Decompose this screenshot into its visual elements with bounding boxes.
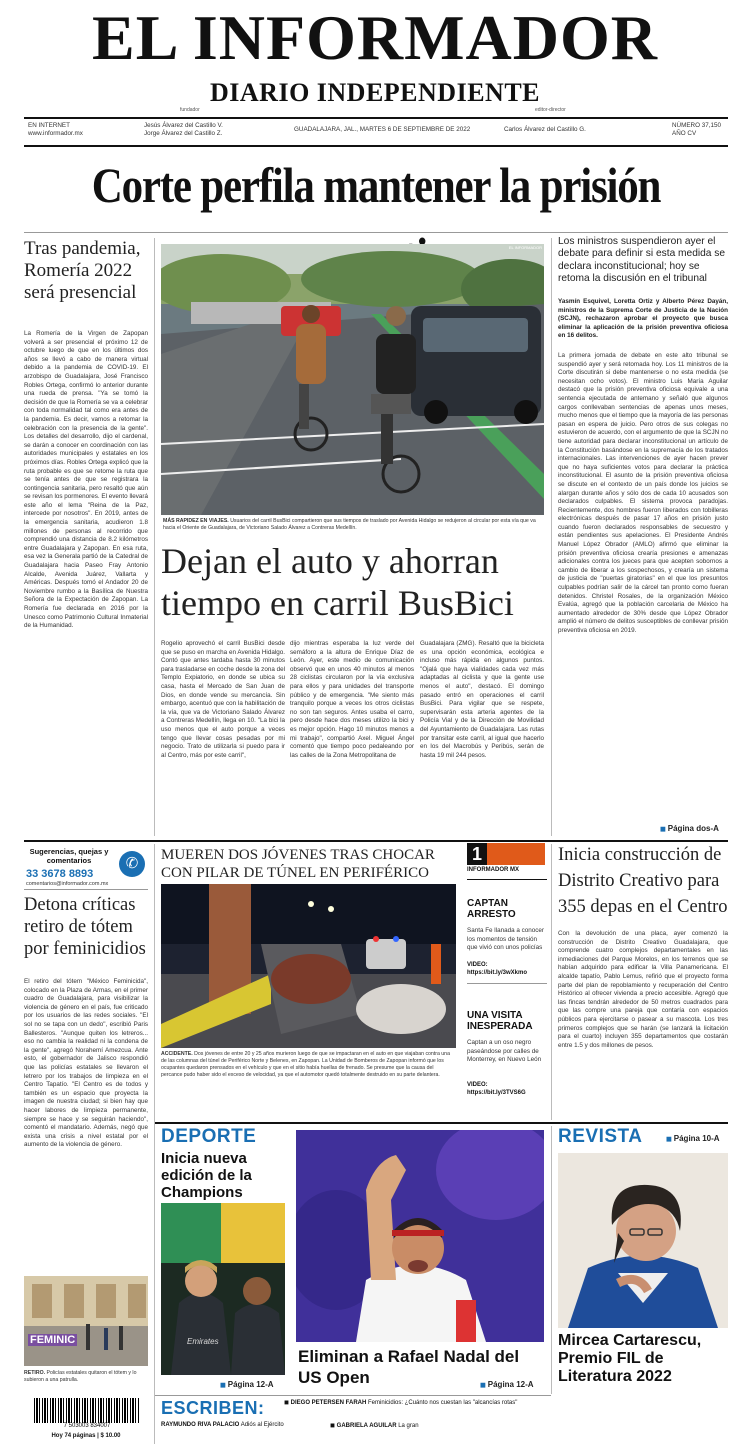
escriben-item-1[interactable]: ◼ DIEGO PETERSEN FARAH Feminicidios: ¿Cuánto nos cuestan las "alcancías rotas" [284,1400,518,1406]
item2-body: Captan a un oso negro paseándose por calles de Monterrey, en Nuevo León [467,1039,542,1064]
masthead-title: EL INFORMADOR [92,2,658,73]
right-byline-lead: Yasmín Esquivel, Loretta Ortiz y Alberto Pérez Dayán, ministros de la Suprema Corte de Justicia de la Nación (SCJN), rechazaron aprobar el proyecto que busca eliminar la aplicación de la prisión preventiva oficiosa en 16 delitos. [558,298,728,340]
champions-photo [161,1203,285,1375]
busbici-col-3: Guadalajara (ZMG). Resaltó que la bicicleta es una opción económica, ecológica e incluso más rápida en algunos puntos. "Ojalá que haya vialidades cada vez más adaptadas al ciclista y que la gente use menos el auto", destacó. El domingo pasado entró en operaciones el carril BusBici. Para vigilar que se respete, supervisarán esta arteria agentes de la Policía Vial y de la Dirección de Movilidad del Ayuntamiento de Guadalajara. Las rutas por transitar este carril, al igual que hacerlo en los del Macrobús y Peribús, serán de hasta 19 mil 244 pesos. [420,640,544,759]
accident-photo-illustration [161,884,456,1048]
totem-caption-text: Policías estatales quitaron el tótem y lo subieron a una patrulla. [24,1370,137,1383]
shirt-sponsor-text: Emirates [187,1337,219,1346]
contact-email[interactable]: comentarios@informador.com.mx [26,881,109,887]
distrito-headline: Inicia construcción de Distrito Creativo para 355 depas en el Centro [558,845,728,917]
item1-body: Santa Fe llanada a conocer los momentos de tensión que vivió con unos policías [467,927,545,952]
accident-caption-bold: ACCIDENTE. [161,1051,193,1057]
contact-title: Sugerencias, quejas y comentarios [29,847,109,865]
item1-url[interactable]: https://bit.ly/3wXkmo [467,970,528,976]
item1-video-label: VIDEO: [467,962,488,968]
item1-title: CAPTAN ARRESTO [467,898,516,920]
web-url[interactable]: www.informador.mx [28,130,83,137]
infobar [24,120,728,144]
left-story-body: La Romería de la Virgen de Zapopan volverá a ser presencial el próximo 12 de octubre luego de que en los últimos dos años se llevó a cabo de manera virtual debido a la pandemia de COVID-19. El arzobispo de Guadalajara, José Francisco Robles Ortega, confirmó lo anterior durante una rueda de prensa. "Ya se tomó la decisión de que la Romería se va a celebrar con toda normalidad tal como era antes de la pandemia. Es decir, vamos a retomar la celebración con la presencia de la gente". Los detalles del desarrollo, dijo el cardenal, se darán a conocer en coordinación con las autoridades municipales y estatales en los próximos días. Robles Ortega explicó que la ruta probable es que se retome la ruta que se tenía antes de que se registrara la contingencia sanitaria, pero resaltó que aún se revisan los pormenores. El evento llevará este año el lema "Reina de la Paz, intercede por nosotros". En 2019, antes de la emergencia sanitaria, acudieron 1.8 millones de personas al recorrido que comprendió una distancia de 8.2 kilómetros entre Guadalajara y Zapopan. En esa ruta, esa vez la Generala partió de la Catedral de Guadalajara hacia Paseo Fray Antonio Alcalde, Avenida Juárez, Vallarta y Américas. Después tomó el Andador 20 de Noviembre rumbo a la Basílica de Nuestra Señora de la Expectación de Zapopan. La Romería fue declarada en 2016 por la Unesco como Patrimonio Cultural Inmaterial de la Humanidad. [24,330,148,630]
distrito-body: Con la devolución de una placa, ayer comenzó la construcción de Distrito Creativo Guadalajara, que comprende cuatro complejos departamentales en las inmediaciones del Parque Morelos, en los terrenos que se habían adquirido para edificar la Villa Panamericana. El alcalde tapatío, Pablo Lemus, refirió que el proyecto forma parte del plan de repoblamiento y recuperación del Centro Histórico al ofrecer vivienda a precio accesible. Agregó que las fincas tendrán alrededor de 50 metros cuadrados para que las compre una pareja que contaría con espacios públicos para ejercitarse o pasear a su mascota. Los tres primeros complejos que se harán (se lanzará la licitación para el cuarto) incluyen 355 departamentos que costarán entre 1.5 y dos millones de pesos. [558,930,728,1049]
contact-box [24,844,148,890]
deporte-jump[interactable]: ◼ Página 12-A [220,1380,274,1389]
revista-label[interactable]: REVISTA [558,1126,643,1147]
item2-title: UNA VISITA INESPERADA [467,1010,533,1032]
masthead-rule-top [24,117,728,119]
busbici-photo [161,244,544,515]
masthead-rule-bottom [24,145,728,147]
informador-mx-badge [467,843,545,865]
busbici-photo-credit: EL INFORMADOR [508,245,542,250]
cartarescu-photo-illustration [558,1153,728,1328]
busbici-photo-illustration [161,244,544,515]
issue-number: NÚMERO 37,150 [672,122,721,129]
col-divider-right-bottom [551,844,552,1120]
nadal-photo [296,1130,544,1342]
deporte-headline: Inicia nueva edición de la Champions [161,1150,252,1201]
web-label: EN INTERNET [28,122,70,129]
section-rule-bottom [155,1122,728,1124]
contact-phone[interactable]: 33 3678 8893 [26,868,94,880]
barcode-number: 7 503003 834007 [34,1423,140,1429]
right-deck: Los ministros suspendieron ayer el debate para definir si esta medida se declara inconstitucional; hoy se retoma la discusión en el tribunal [558,236,726,285]
accident-caption-text: Dos jóvenes de entre 20 y 25 años murieron luego de que se impactaran en el auto en que viajaban contra una de las columnas del túnel de Periférico Norte y Belenes, en Zapopan. La Unidad de Bomberos de Zapopan informó que los ocupantes quedaron prensados en el vehículo y que en el sitio había huellas de frenado. Se presume que la causa del percance pudo haber sido el exceso de velocidad, ya que el automotor quedó totalmente destruido en su parte delantera. [161,1051,450,1078]
escriben-name-2: RAYMUNDO RIVA PALACIO [161,1422,240,1428]
totem-photo-text: FEMINIC [30,1334,76,1346]
escriben-name-1: DIEGO PETERSEN FARAH [290,1400,367,1406]
deporte-label[interactable]: DEPORTE [161,1126,257,1147]
escriben-label: ESCRIBEN: [161,1398,265,1418]
busbici-headline: Dejan el auto y ahorran tiempo en carril BusBici [161,541,514,623]
totem-headline: Detona críticas retiro de tótem por feminicidios [24,895,146,959]
price-line: Hoy 74 páginas | $ 10.00 [51,1433,121,1439]
founder-tag: fundador [180,107,200,113]
escriben-title-1: Feminicidios: ¿Cuánto nos cuestan las "alcancías rotas" [368,1400,518,1406]
totem-caption [24,1370,148,1383]
main-headline: Corte perfila mantener la prisión [91,157,661,213]
right-jump[interactable]: ◼ Página dos-A [660,824,719,833]
escriben-title-3: La gran [398,1423,419,1429]
masthead-subtitle: DIARIO INDEPENDIENTE [210,78,540,107]
totem-photo [24,1276,148,1366]
busbici-caption-text: Usuarios del carril BusBici compartieron que sus tiempos de traslado por Avenida Hidalgo se redujeron al circular por esta vía que va hacia el Oriente de Guadalajara, de Victoriano Salado Álvarez a Contreras Medellín. [163,518,536,531]
busbici-col-1: Rogelio aprovechó el carril BusBici desde que se puso en marcha en Avenida Hidalgo. Contó que antes tardaba hasta 30 minutos para trasladarse en coche desde la zona del Templo Expiatorio, en donde se ubica su casa, hasta el Mercado de San Juan de Dios, en donde vende su mercancía. Sin embargo, acentuó que con la habilitación de la vía, que va de Victoriano Salado Álvarez a Contreras Medellín, llega en 10. "La bici la uso menos que el auto porque a veces tengo que llevar cosas pesadas por mi negocio. Trato de utilizarla si puedo para ir al Centro, más por este carril", [161,640,285,759]
informador-mx-number: 1 [467,843,487,865]
col-divider-left-bottom [154,844,155,1444]
right-body: La primera jornada de debate en este alto tribunal se suspendió ayer y será retomada hoy. Los 11 ministros de la Corte discutirán si debe mantenerse o no esta medida (se necesitan ocho votos). El ministro Luis María Aguilar destacó que la prisión preventiva oficiosa equivale a una sentencia ejecutada de antemano y señaló que algunos cargos conllevaban sentencias de apenas unos meses, mucho menos que el tiempo que la mayoría de las personas pasan en espera de juicio. Pero otros de sus colegas no estuvieron de acuerdo, con el argumento de que la SCJN no tiene autoridad para declarar inconstitucional un artículo de la Constitución basándose en la supremacía de los tratados internacionales. Las intervenciones de ayer hacen prever que no haya suficientes votos para declarar la práctica inconstitucional. El asunto de la prisión preventiva oficiosa se discute en el contexto de un país donde los juicios se alargan durante años y sólo dos de cada 10 acusados son declarados culpables. El sistema provoca paradojas. Recientemente, dos hombres fueron liberados con tobilleras electrónicas después de pasar 17 años en prisión justo cuando fueron declarados responsables de secuestro y están pendientes sus apelaciones. El Presidente Andrés Manuel López Obrador (AMLO) afirmó que eliminar la prisión preventiva oficiosa crearía presiones e amenazas adicionales contra los jueces para que acepten sobornos a cambio de liberar a los sospechosos, y crearía un sistema de justicia de "puertas giratorias" en el que los presuntos culpables podrían salir de la cárcel tan pronto como fueran detenidos. Christel Rosales, de la organización México Evalúa, agregó que la población carcelaria de México ha aumentado alrededor de 30% desde que López Obrador amplió el número de delitos susceptibles de conllevar prisión preventiva oficiosa en 2019. [558,352,728,634]
item2-video-label: VIDEO: [467,1082,488,1088]
item2-url[interactable]: https://bit.ly/3TVS6G [467,1090,526,1096]
informador-mx-box [467,843,547,1118]
totem-photo-illustration [24,1276,148,1366]
year: AÑO CV [672,130,697,137]
nadal-photo-illustration [296,1130,544,1342]
busbici-col-2: dijo mientras esperaba la luz verde del semáforo a la altura de Enrique Díaz de León. Ayer, este medio de comunicación observó que en unos 40 minutos al menos 28 ciclistas circularon por la vía exclusiva para ellos y para unidades del transporte público y de emergencia. "Me siento más tranquilo porque a veces los otros ciclistas no son tan seguros. Antes usaba el carro, pero desde hace dos meses utilizo la bici y es mejor opción. Hago 10 minutos menos a mi trabajo", compartió Axel. Miguel Ángel comentó que tiempo poco pedaleando por las calles de la Zona Metropolitana de [290,640,414,759]
phone-icon: ✆ [119,851,145,877]
founder-name-2: Jorge Álvarez del Castillo Z. [144,130,223,137]
busbici-caption-bold: MÁS RAPIDEZ EN VIAJES. [163,518,229,524]
dateline: GUADALAJARA, JAL., MARTES 6 DE SEPTIEMBRE DE 2022 [294,126,471,133]
editor-director-tag: editor-director [535,107,566,113]
col-divider-right [551,238,552,836]
headline-rule [24,232,728,233]
col-divider-left [154,238,155,836]
founder-name-1: Jesús Álvarez del Castillo V. [144,122,223,129]
informador-mx-label: INFORMADOR MX [467,867,519,873]
revista-jump[interactable]: ◼ Página 10-A [666,1134,720,1143]
champions-photo-illustration [161,1203,285,1375]
escriben-rule [155,1395,551,1396]
accident-caption [161,1051,456,1079]
totem-caption-bold: RETIRO. [24,1370,46,1376]
barcode [34,1398,140,1424]
left-story-headline: Tras pandemia, Romería 2022 será presencial [24,238,141,303]
nadal-jump[interactable]: ◼ Página 12-A [480,1380,534,1389]
accident-headline: MUEREN DOS JÓVENES TRAS CHOCAR CON PILAR DE TÚNEL EN PERIFÉRICO [161,847,435,881]
editor-name: Carlos Álvarez del Castillo G. [504,126,586,133]
escriben-item-3[interactable]: ◼ GABRIELA AGUILAR La gran [330,1423,419,1429]
totem-body: El retiro del tótem "México Feminicida", colocado en la Plaza de Armas, en el primer cuadro de Guadalajara, para visibilizar la violencia de género en el país, fue criticado por los usuarios de las redes sociales. "El sol no se tapa con un dedo", escribió Paris Ballesteros. "Aunque quiten los letreros... eso no cambia la realidad ni la condena de la gente", agregó Norahemí Amezcua. Ante esto, el gobernador de Jalisco respondió que las policías estatales se llevaron el letrero por los trabajos de limpieza en el Centro Tapatío. "El Centro es de todos y también es un espacio que proyecta la imagen de nuestra ciudad; si bien hay que hacer labores de limpieza permanente, siempre se hace y se seguirán haciendo", comentó el mandatario. Además, negó que exista una crisis a nivel estatal por el aumento de la violencia de género. [24,978,148,1149]
escriben-title-2: Adiós al Ejército [240,1422,284,1428]
nadal-headline: Eliminan a Rafael Nadal del US Open [298,1347,520,1387]
accident-photo [161,884,456,1048]
escriben-name-3: GABRIELA AGUILAR [336,1423,397,1429]
busbici-caption [163,518,543,532]
revista-headline: Mircea Cartarescu, Premio FIL de Literatura 2022 [558,1332,702,1385]
cartarescu-photo [558,1153,728,1328]
col-divider-right-bottom-2 [551,1126,552,1394]
